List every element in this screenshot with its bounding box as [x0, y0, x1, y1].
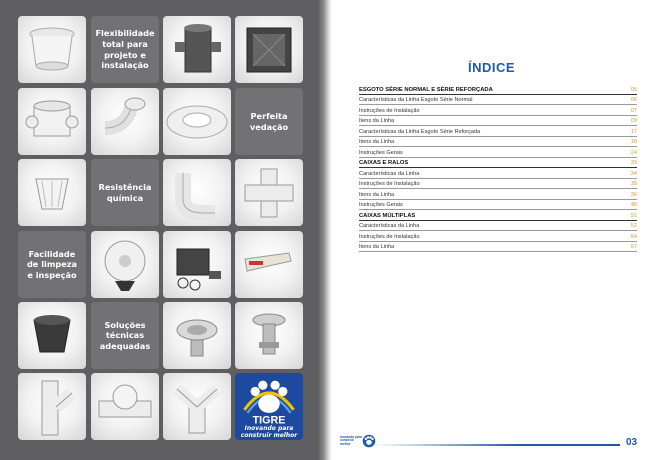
- double-y-fitting-icon: [163, 373, 231, 440]
- tile-20: [235, 302, 303, 369]
- toc-page-number: 52: [630, 223, 637, 229]
- tile-19: [163, 302, 231, 369]
- tile-21: [18, 373, 86, 440]
- y-junction-icon: [18, 373, 86, 440]
- toc-entry-label: Instruções Gerais: [359, 202, 403, 208]
- toc-entry-row[interactable]: [359, 116, 637, 127]
- toc-entry-row[interactable]: [359, 168, 637, 179]
- toc-section-label: ESGOTO SÉRIE NORMAL E SÉRIE REFORÇADA: [359, 86, 493, 93]
- valve-drain-icon: [235, 302, 303, 369]
- tile-caption: Soluções técnicas adequadas: [99, 319, 151, 351]
- tile-16: [235, 231, 303, 298]
- toc-entry-label: Características da Linha Esgoto Série Reforçada: [359, 128, 481, 135]
- toc-page-number: 09: [630, 118, 637, 124]
- tile-18: [91, 302, 159, 369]
- toc-entry-label: Itens da Linha: [359, 244, 395, 250]
- toc-entry-label: Itens da Linha: [359, 139, 395, 145]
- toc-section-row[interactable]: [359, 84, 637, 95]
- tile-2: [91, 16, 159, 83]
- tile-4: [235, 16, 303, 83]
- index-title: ÍNDICE: [467, 60, 516, 75]
- toc-page-number: 35: [630, 181, 637, 187]
- toc-entry-row[interactable]: [359, 147, 637, 158]
- tile-1: [18, 16, 86, 83]
- toc-entry-row[interactable]: [359, 189, 637, 200]
- toc-page-number: 54: [630, 233, 637, 240]
- toc-entry-row[interactable]: [359, 95, 637, 106]
- toc-page-number: 33: [630, 160, 637, 166]
- left-page: [0, 0, 325, 460]
- tile-22: [91, 373, 159, 440]
- toc-page-number: 34: [630, 170, 637, 177]
- toc-page-number: 17: [630, 128, 637, 135]
- toc-entry-row[interactable]: [359, 221, 637, 232]
- tile-caption: Facilidade de limpeza e inspeção: [26, 248, 78, 280]
- table-of-contents: [359, 84, 637, 252]
- elbow-pipe-icon: [91, 88, 159, 155]
- toc-entry-row[interactable]: [359, 242, 637, 253]
- tee-fitting-icon: [235, 159, 303, 226]
- toc-section-label: CAIXAS MÚLTIPLAS: [359, 212, 416, 219]
- toc-entry-label: Itens da Linha: [359, 118, 395, 124]
- toc-entry-row[interactable]: [359, 137, 637, 148]
- tile-13: [18, 231, 86, 298]
- toc-page-number: 24: [630, 149, 637, 156]
- toc-entry-label: Características da Linha: [359, 170, 420, 177]
- toc-page-number: 51: [630, 212, 637, 219]
- toc-entry-label: Instruções de Instalação: [359, 233, 420, 240]
- toc-entry-row[interactable]: [359, 231, 637, 242]
- toc-entry-label: Instruções de Instalação: [359, 181, 420, 187]
- siphon-cup-icon: [18, 302, 86, 369]
- square-grate-icon: [235, 16, 303, 83]
- basket-strainer-icon: [18, 159, 86, 226]
- toc-page-number: 45: [630, 202, 637, 208]
- toc-entry-row[interactable]: [359, 200, 637, 211]
- toc-entry-row[interactable]: [359, 179, 637, 190]
- tigre-logo-icon: [235, 373, 303, 425]
- footer-rule: [372, 444, 620, 446]
- toc-entry-label: Itens da Linha: [359, 191, 395, 198]
- tile-14: [91, 231, 159, 298]
- page-gutter: [318, 0, 332, 460]
- tile-8: [235, 88, 303, 155]
- toc-entry-row[interactable]: [359, 126, 637, 137]
- toc-page-number: 05: [630, 86, 637, 93]
- tile-5: [18, 88, 86, 155]
- tile-caption: Flexibilidade total para projeto e instalação: [95, 28, 155, 71]
- page-number: 03: [626, 437, 638, 448]
- toc-entry-row[interactable]: [359, 105, 637, 116]
- sink-strainer-icon: [163, 302, 231, 369]
- brand-slogan: Inovando para construir melhor: [240, 425, 298, 440]
- tile-17: [18, 302, 86, 369]
- tile-caption: Resistência química: [98, 181, 152, 203]
- tigre-wordmark: TIGRE: [252, 414, 286, 426]
- tile-3: [163, 16, 231, 83]
- round-drain-grate-icon: [91, 231, 159, 298]
- tile-7: [163, 88, 231, 155]
- footer-brand: [340, 434, 376, 448]
- tile-15: [163, 231, 231, 298]
- inspection-pipe-icon: [91, 373, 159, 440]
- tigre-logo-icon: [362, 434, 376, 448]
- toc-entry-label: Características da Linha Esgoto Série Normal: [359, 97, 473, 103]
- tall-drain-column-icon: [163, 16, 231, 83]
- flange-ring-icon: [163, 88, 231, 155]
- toc-page-number: 57: [630, 244, 637, 250]
- tile-6: [91, 88, 159, 155]
- tile-10: [91, 159, 159, 226]
- tile-23: [163, 373, 231, 440]
- right-page: [332, 0, 651, 460]
- sealant-tube-icon: [235, 231, 303, 298]
- toc-page-number: 36: [630, 191, 637, 198]
- toc-page-number: 07: [630, 107, 637, 114]
- toc-entry-label: Características da Linha: [359, 223, 420, 229]
- toc-section-row[interactable]: [359, 158, 637, 169]
- floor-drain-box-icon: [18, 16, 86, 83]
- toc-page-number: 18: [630, 139, 637, 145]
- toc-entry-label: Instruções de Instalação: [359, 107, 420, 114]
- toc-section-row[interactable]: [359, 210, 637, 221]
- toc-section-label: CAIXAS E RALOS: [359, 160, 409, 166]
- tile-11: [163, 159, 231, 226]
- tile-12: [235, 159, 303, 226]
- footer-slogan: Inovando para construir melhor: [340, 434, 362, 446]
- toc-entry-label: Instruções Gerais: [359, 149, 403, 156]
- toc-page-number: 06: [630, 97, 637, 103]
- tile-9: [18, 159, 86, 226]
- tigre-brand-tile: [235, 373, 303, 440]
- drain-box-kit-icon: [163, 231, 231, 298]
- curved-pipe-icon: [163, 159, 231, 226]
- multi-outlet-box-icon: [18, 88, 86, 155]
- tile-caption: Perfeita vedação: [249, 110, 289, 132]
